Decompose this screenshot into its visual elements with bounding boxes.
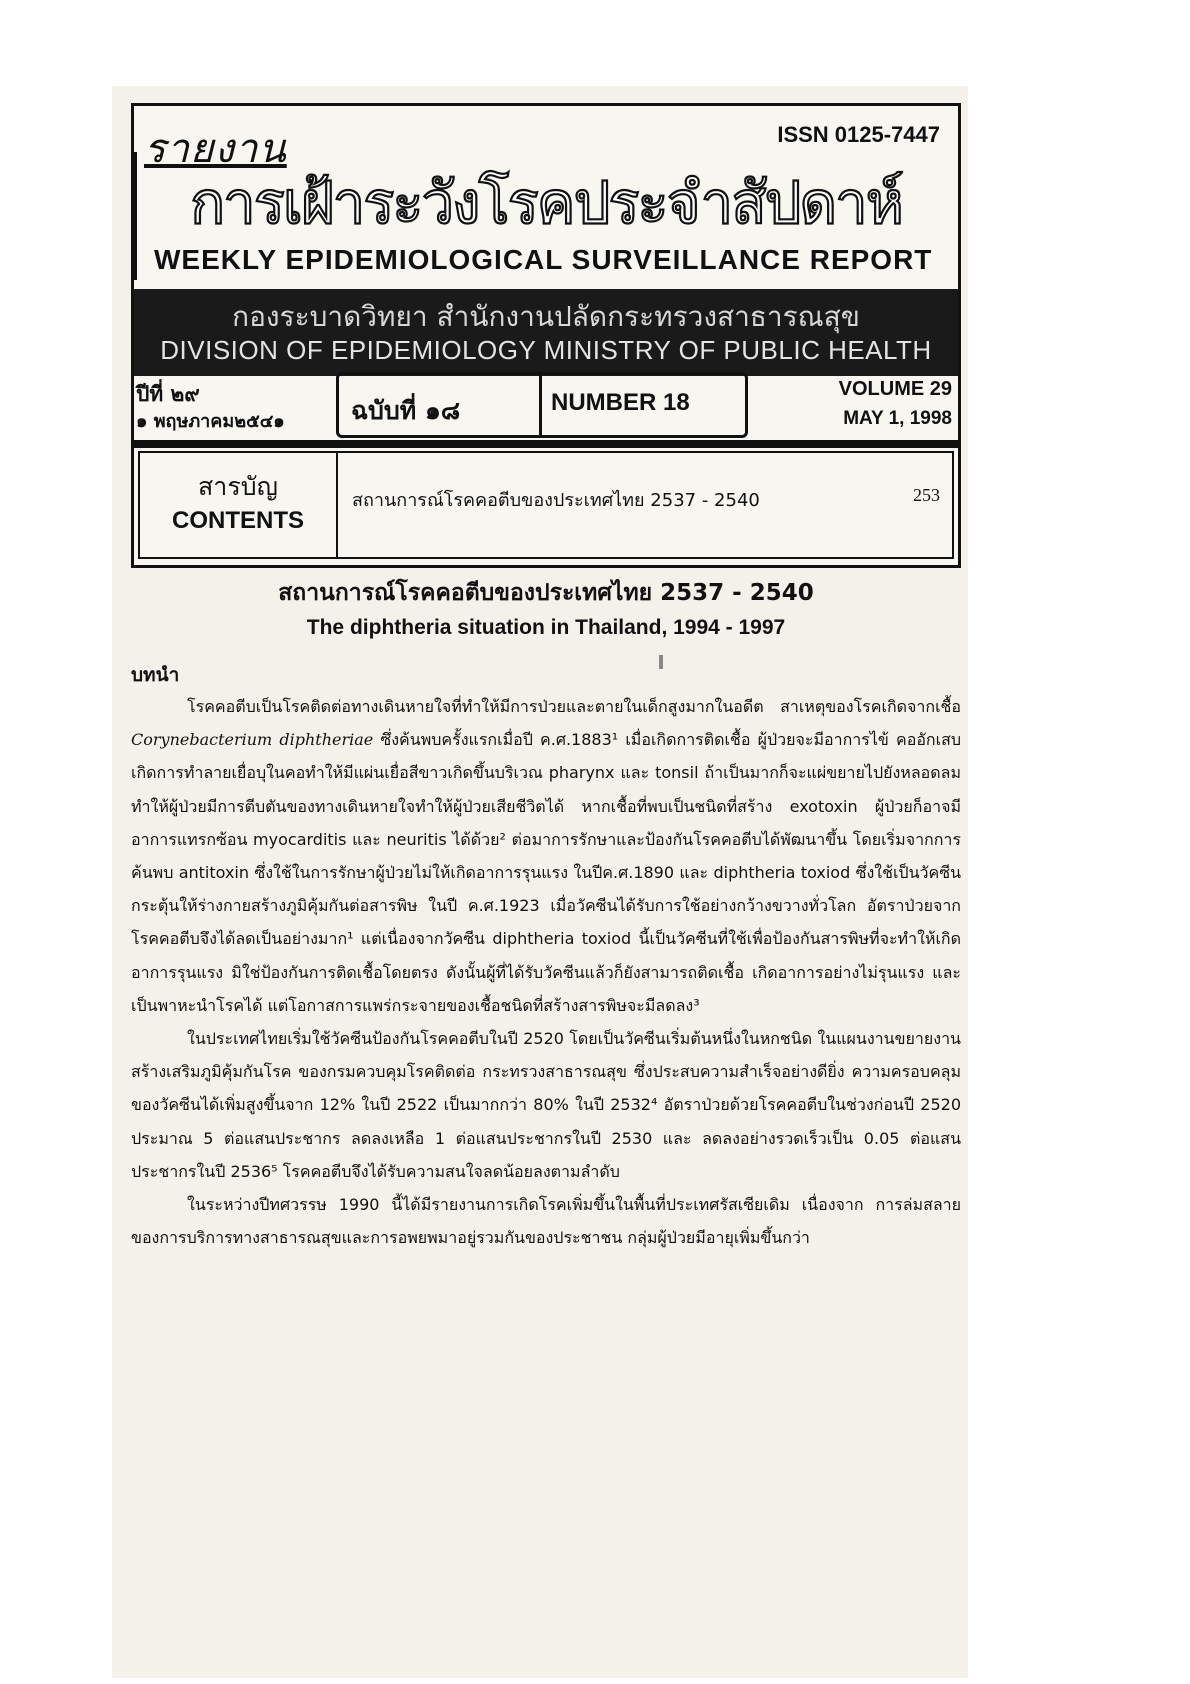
- article-title-english: The diphtheria situation in Thailand, 1994 - 1997: [306, 616, 786, 639]
- issn-number: ISSN 0125-7447: [777, 122, 940, 147]
- masthead-divider: [134, 440, 958, 448]
- paragraph-1: [131, 690, 961, 1022]
- masthead-rule: [134, 152, 137, 280]
- paragraph-2: ในประเทศไทยเริ่มใช้วัคซีนป้องกันโรคคอตีบในปี 2520 โดยเป็นวัคซีนเริ่มต้นหนึ่งในหกชนิด ในแผนงานขยายงานสร้างเสริมภูมิคุ้มกันโรค ของกรมควบคุมโรคติดต่อ กระทรวงสาธารณสุข ซึ่งประสบความสำเร็จอย่างดียิ่ง ความครอบคลุมของวัคซีนได้เพิ่มสูงขึ้นจาก 12% ในปี 2522 เป็นมากกว่า 80% ในปี 2532⁴ อัตราป่วยด้วยโรคคอตีบในช่วงก่อนปี 2520 ประมาณ 5 ต่อแสนประชากร ลดลงเหลือ 1 ต่อแสนประชากรในปี 2530 และ ลดลงอย่างรวดเร็วเป็น 0.05 ต่อแสนประชากรในปี 2536⁵ โรคคอตีบจึงได้รับความสนใจลดน้อยลงตามลำดับ: [131, 1029, 961, 1181]
- toc-item-title[interactable]: สถานการณ์โรคคอตีบของประเทศไทย 2537 - 2540: [352, 490, 760, 511]
- issue-info-row: [134, 376, 958, 436]
- date-english: MAY 1, 1998: [843, 408, 952, 429]
- masthead-thai-title: การเฝ้าระวังโรคประจำสัปดาห์: [190, 169, 902, 237]
- issue-thai: ฉบับที่ ๑๘: [351, 396, 461, 425]
- paragraph-3: ในระหว่างปีทศวรรษ 1990 นี้ได้มีรายงานการเกิดโรคเพิ่มขึ้นในพื้นที่ประเทศรัสเซียเดิม เนื่องจาก การล่มสลายของการบริการทางสาธารณสุขและการอพยพมาอยู่รวมกันของประชาชน กลุ่มผู้ป่วยมีอายุเพิ่มขึ้นกว่า: [131, 1195, 961, 1248]
- division-banner: [134, 289, 958, 376]
- issue-english: NUMBER 18: [551, 389, 690, 416]
- scan-mark: [659, 655, 663, 669]
- section-heading: บทนำ: [131, 664, 180, 686]
- volume-number: VOLUME 29: [838, 378, 952, 400]
- contents-label-english: CONTENTS: [172, 507, 304, 534]
- division-english: DIVISION OF EPIDEMIOLOGY MINISTRY OF PUBLIC HEALTH: [160, 335, 932, 365]
- issue-box: [336, 372, 748, 438]
- contents-box: [138, 451, 954, 559]
- article-title-thai: สถานการณ์โรคคอตีบของประเทศไทย 2537 - 2540: [278, 580, 814, 606]
- year-thai: ปีที่ ๒๙: [136, 382, 200, 406]
- division-thai: กองระบาดวิทยา สำนักงานปลัดกระทรวงสาธารณสุข: [232, 300, 860, 333]
- masthead-english-title: WEEKLY EPIDEMIOLOGICAL SURVEILLANCE REPORT: [154, 244, 933, 275]
- date-thai: ๑ พฤษภาคม๒๕๔๑: [136, 411, 285, 432]
- paragraph-1-text-a: โรคคอตีบเป็นโรคติดต่อทางเดินหายใจที่ทำให้มีการป่วยและตายในเด็กสูงมากในอดีต สาเหตุของโรคเกิดจากเชื้อ: [187, 697, 961, 716]
- contents-label: [140, 453, 338, 557]
- article-body: [131, 690, 961, 1254]
- report-word: รายงาน: [144, 126, 287, 172]
- paragraph-1-text-b: ซึ่งค้นพบครั้งแรกเมื่อปี ค.ศ.1883¹ เมื่อเกิดการติดเชื้อ ผู้ป่วยจะมีอาการไข้ คออักเสบ เกิดการทำลายเยื่อบุในคอทำให้มีแผ่นเยื่อสีขาวเกิดขึ้นบริเวณ pharynx และ tonsil ถ้าเป็นมากก็จะแผ่ขยายไปยังหลอดลม ทำให้ผู้ป่วยมีการตีบตันของทางเดินหายใจทำให้ผู้ป่วยเสียชีวิตได้ หากเชื้อที่พบเป็นชนิดที่สร้าง exotoxin ผู้ป่วยก็อาจมีอาการแทรกซ้อน myocarditis และ neuritis ได้ด้วย² ต่อมาการรักษาและป้องกันโรคคอตีบได้พัฒนาขึ้น โดยเริ่มจากการค้นพบ antitoxin ซึ่งใช้ในการรักษาผู้ป่วยไม่ให้เกิดอาการรุนแรง ในปีค.ศ.1890 และ diphtheria toxiod ซึ่งใช้เป็นวัคซีนกระตุ้นให้ร่างกายสร้างภูมิคุ้มกันต่อสารพิษ ในปี ค.ศ.1923 เมื่อวัคซีนได้รับการใช้อย่างกว้างขวางทั่วโลก อัตราป่วยจากโรคคอตีบจึงได้ลดเป็นอย่างมาก¹ แต่เนื่องจากวัคซีน diphtheria toxiod นี้เป็นวัคซีนที่ใช้เพื่อป้องกันสารพิษที่จะทำให้เกิดอาการรุนแรง มิใช่ป้องกันการติดเชื้อโดยตรง ดังนั้นผู้ที่ได้รับวัคซีนแล้วก็ยังสามารถติดเชื้อ เกิดอาการอย่างไม่รุนแรง และเป็นพาหะนำโรคได้ แต่โอกาสการแพร่กระจายของเชื้อชนิดที่สร้างสารพิษจะมีลดลง³: [131, 730, 962, 1015]
- toc-item-page: 253: [913, 485, 940, 505]
- contents-label-thai: สารบัญ: [198, 472, 278, 501]
- report-masthead: [131, 103, 961, 568]
- issue-divider: [539, 375, 542, 435]
- organism-name: Corynebacterium diphtheriae: [131, 730, 374, 750]
